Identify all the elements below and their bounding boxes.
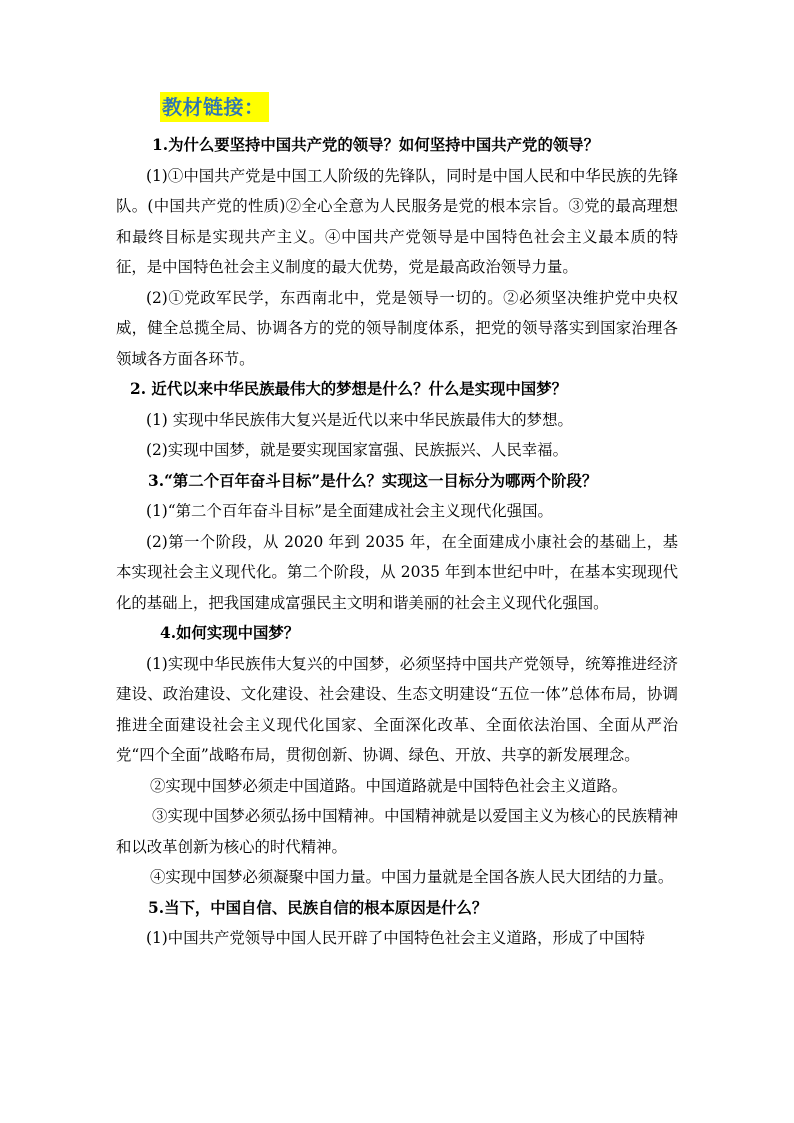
answer-4-part-2: ②实现中国梦必须走中国道路。中国道路就是中国特色社会主义道路。	[150, 776, 628, 795]
answer-1-part-2: (2)①党政军民学，东西南北中，党是领导一切的。②必须坚决维护党中央权威，健全总揽全局、协调各方的党的领导制度体系，把党的领导落实到国家治理各领域各方面各环节。	[116, 288, 678, 368]
answer-1-part-1: (1)①中国共产党是中国工人阶级的先锋队，同时是中国人民和中华民族的先锋队。(中国共产党的性质)②全心全意为人民服务是党的根本宗旨。③党的最高理想和最终目标是实现共产主义。④中国共产党领导是中国特色社会主义最本质的特征，是中国特色社会主义制度的最大优势，党是最高政治领导力量。	[116, 166, 678, 276]
question-5: 5.当下，中国自信、民族自信的根本原因是什么？	[148, 898, 488, 917]
answer-4-part-3: ③实现中国梦必须弘扬中国精神。中国精神就是以爱国主义为核心的民族精神和以改革创新为核心的时代精神。	[116, 807, 678, 856]
answer-5-part-1: (1)中国共产党领导中国人民开辟了中国特色社会主义道路，形成了中国特	[146, 929, 645, 947]
section-heading: 教材链接：	[160, 92, 269, 122]
answer-4-part-4: ④实现中国梦必须凝聚中国力量。中国力量就是全国各族人民大团结的力量。	[150, 868, 674, 886]
answer-3-part-1: (1)“第二个百年奋斗目标”是全面建成社会主义现代化强国。	[146, 502, 553, 520]
answer-2-part-1: (1) 实现中华民族伟大复兴是近代以来中华民族最伟大的梦想。	[146, 410, 573, 429]
question-1: 1.为什么要坚持中国共产党的领导？如何坚持中国共产党的领导？	[152, 136, 600, 154]
question-3: 3.“第二个百年奋斗目标”是什么？实现这一目标分为哪两个阶段？	[148, 471, 598, 490]
question-4: 4.如何实现中国梦？	[160, 624, 300, 642]
answer-4-part-1: (1)实现中华民族伟大复兴的中国梦，必须坚持中国共产党领导，统筹推进经济建设、政治建设、文化建设、社会建设、生态文明建设“五位一体”总体布局，协调推进全面建设社会主义现代化国家、全面深化改革、全面依法治国、全面从严治党“四个全面”战略布局，贯彻创新、协调、绿色、开放、共享的新发展理念。	[116, 654, 678, 764]
section-heading-wrap	[160, 92, 269, 124]
answer-2-part-2: (2)实现中国梦，就是要实现国家富强、民族振兴、人民幸福。	[146, 441, 568, 459]
answer-3-part-2: (2)第一个阶段，从 2020 年到 2035 年，在全面建成小康社会的基础上，基本实现社会主义现代化。第二个阶段，从 2035 年到本世纪中叶，在基本实现现代化的基础上，把我国建成富强民主文明和谐美丽的社会主义现代化强国。	[116, 532, 678, 612]
document-body	[116, 130, 678, 954]
question-2: 2. 近代以来中华民族最伟大的梦想是什么？什么是实现中国梦？	[130, 380, 567, 398]
